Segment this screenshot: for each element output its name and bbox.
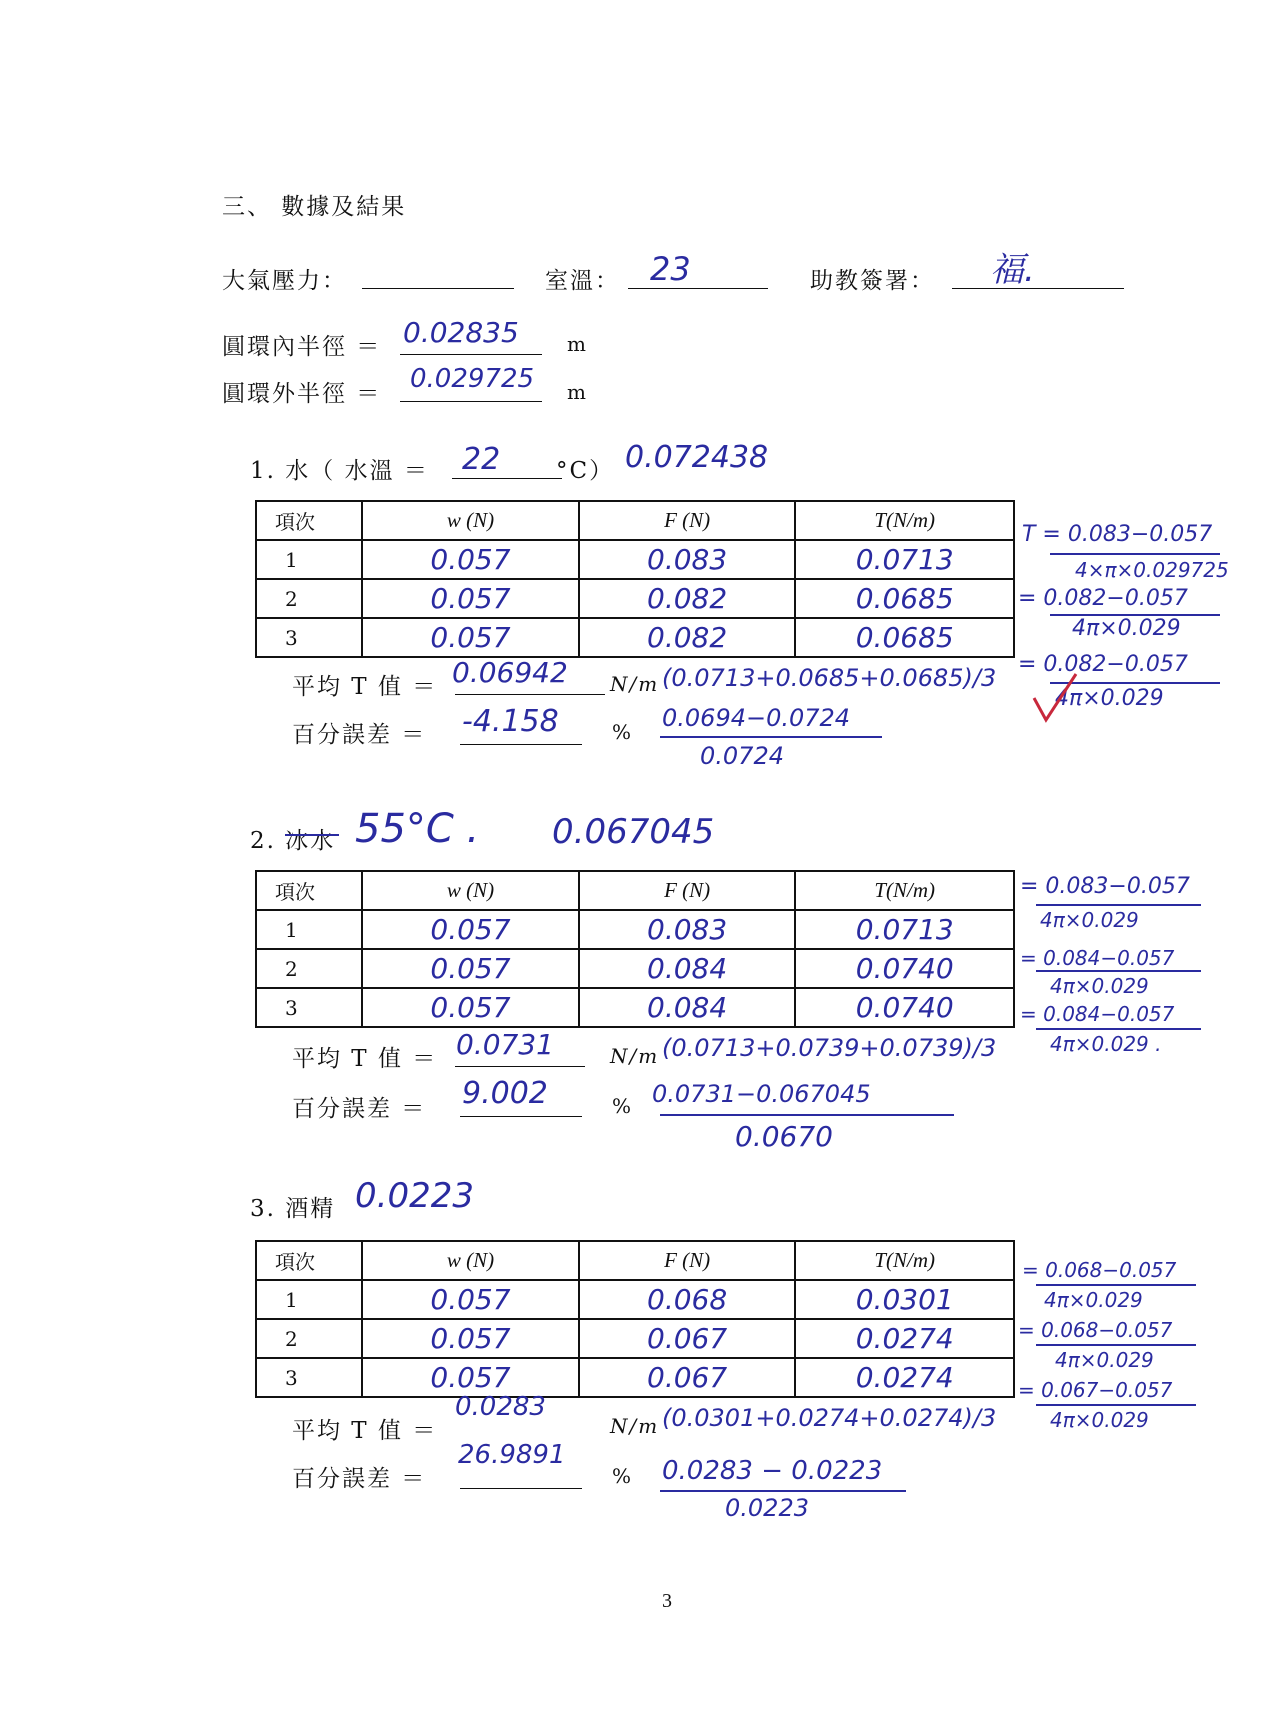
t-value: 0.0713 bbox=[855, 913, 954, 946]
w-value: 0.057 bbox=[430, 1322, 511, 1355]
water-avg-value: 0.06942 bbox=[452, 656, 568, 689]
alcohol-err-blank bbox=[460, 1488, 582, 1489]
water-err-fraction-bar bbox=[660, 736, 882, 738]
alcohol-side-bar-3 bbox=[1036, 1404, 1196, 1406]
outer-radius-unit: m bbox=[567, 380, 588, 404]
alcohol-title: 3. 酒精 bbox=[250, 1196, 336, 1222]
water-side-calc-5: = 0.082−0.057 bbox=[1018, 652, 1188, 677]
row-index: 2 bbox=[256, 579, 362, 618]
col-w-header: w (N) bbox=[362, 1241, 579, 1280]
col-item-header: 項次 bbox=[256, 501, 362, 540]
ice-side-bar-3 bbox=[1036, 1028, 1201, 1030]
page-number: 3 bbox=[662, 1590, 672, 1612]
alcohol-avg-calc: (0.0301+0.0274+0.0274)/3 bbox=[662, 1404, 997, 1432]
alcohol-err-numerator: 0.0283 − 0.0223 bbox=[662, 1456, 883, 1486]
alcohol-avg-value: 0.0283 bbox=[455, 1392, 546, 1422]
ice-err-numerator: 0.0731−0.067045 bbox=[652, 1080, 871, 1108]
outer-radius-value: 0.029725 bbox=[410, 364, 535, 394]
water-avg-blank bbox=[455, 694, 605, 695]
t-value: 0.0713 bbox=[855, 543, 954, 576]
water-title-tail: °C） bbox=[556, 458, 615, 484]
ice-avg-value: 0.0731 bbox=[456, 1028, 554, 1061]
col-w-header: w (N) bbox=[362, 501, 579, 540]
pressure-label: 大氣壓力： bbox=[222, 268, 347, 294]
col-t-header: T(N/m) bbox=[795, 501, 1014, 540]
f-value: 0.068 bbox=[647, 1283, 728, 1316]
water-err-numerator: 0.0694−0.0724 bbox=[662, 704, 851, 732]
alcohol-side-calc-1: = 0.068−0.057 bbox=[1022, 1258, 1177, 1282]
ice-err-blank bbox=[460, 1116, 582, 1117]
f-value: 0.084 bbox=[647, 952, 728, 985]
ice-avg-label: 平均 T 值 ＝ bbox=[292, 1046, 438, 1072]
alcohol-side-calc-5: = 0.067−0.057 bbox=[1018, 1378, 1173, 1402]
table-row bbox=[256, 579, 1014, 618]
row-index: 2 bbox=[256, 1319, 362, 1358]
w-value: 0.057 bbox=[430, 543, 511, 576]
w-value: 0.057 bbox=[430, 1361, 511, 1394]
ice-side-calc-6: 4π×0.029 . bbox=[1050, 1032, 1162, 1056]
room-temp-value: 23 bbox=[650, 250, 691, 288]
table-row bbox=[256, 1280, 1014, 1319]
table-row bbox=[256, 1319, 1014, 1358]
water-title: 1. 水（ 水溫 ＝ bbox=[250, 458, 429, 484]
alcohol-err-fraction-bar bbox=[660, 1490, 906, 1492]
alcohol-avg-label: 平均 T 值 ＝ bbox=[292, 1418, 438, 1444]
water-side-bar-1 bbox=[1050, 553, 1220, 555]
t-value: 0.0740 bbox=[855, 952, 954, 985]
col-item-header: 項次 bbox=[256, 871, 362, 910]
section-heading: 三、 數據及結果 bbox=[222, 194, 407, 220]
w-value: 0.057 bbox=[430, 621, 511, 654]
f-value: 0.083 bbox=[647, 913, 728, 946]
ice-side-calc-4: 4π×0.029 bbox=[1050, 974, 1149, 998]
col-item-header: 項次 bbox=[256, 1241, 362, 1280]
water-err-unit: % bbox=[612, 720, 634, 744]
alcohol-side-bar-2 bbox=[1036, 1344, 1196, 1346]
row-index: 3 bbox=[256, 1358, 362, 1397]
row-index: 2 bbox=[256, 949, 362, 988]
alcohol-err-label: 百分誤差 ＝ bbox=[292, 1466, 427, 1492]
ice-side-calc-5: = 0.084−0.057 bbox=[1020, 1002, 1175, 1026]
water-err-value: -4.158 bbox=[462, 704, 559, 739]
alcohol-table bbox=[255, 1240, 1015, 1398]
alcohol-err-value: 26.9891 bbox=[458, 1440, 566, 1470]
inner-radius-blank bbox=[400, 354, 542, 355]
f-value: 0.082 bbox=[647, 621, 728, 654]
ice-water-table bbox=[255, 870, 1015, 1028]
table-row bbox=[256, 988, 1014, 1027]
alcohol-side-bar-1 bbox=[1036, 1284, 1196, 1286]
ice-avg-unit: N/m bbox=[610, 1044, 660, 1068]
table-row bbox=[256, 949, 1014, 988]
ta-sign-blank bbox=[952, 288, 1124, 289]
outer-radius-label-text: 圓環外半徑 ＝ bbox=[222, 381, 382, 407]
alcohol-avg-unit: N/m bbox=[610, 1414, 660, 1438]
table-row bbox=[256, 910, 1014, 949]
ice-side-calc-2: 4π×0.029 bbox=[1040, 908, 1139, 932]
water-err-label: 百分誤差 ＝ bbox=[292, 722, 427, 748]
col-w-header: w (N) bbox=[362, 871, 579, 910]
f-value: 0.067 bbox=[647, 1322, 728, 1355]
ice-strikethrough bbox=[285, 834, 339, 836]
inner-radius-value: 0.02835 bbox=[403, 316, 519, 349]
w-value: 0.057 bbox=[430, 991, 511, 1024]
w-value: 0.057 bbox=[430, 952, 511, 985]
room-temp-blank bbox=[628, 288, 768, 289]
t-value: 0.0685 bbox=[855, 582, 954, 615]
alcohol-side-calc-3: = 0.068−0.057 bbox=[1018, 1318, 1173, 1342]
table-row bbox=[256, 540, 1014, 579]
ice-water-title: 2. 冰水 bbox=[250, 828, 336, 854]
ice-side-bar-1 bbox=[1036, 904, 1201, 906]
water-avg-unit: N/m bbox=[610, 672, 660, 696]
f-value: 0.084 bbox=[647, 991, 728, 1024]
water-side-calc-2: 4×π×0.029725 bbox=[1075, 558, 1229, 582]
col-t-header: T(N/m) bbox=[795, 1241, 1014, 1280]
water-side-calc-6: 4π×0.029 bbox=[1055, 686, 1164, 711]
row-index: 1 bbox=[256, 910, 362, 949]
w-value: 0.057 bbox=[430, 1283, 511, 1316]
pressure-blank bbox=[362, 288, 514, 289]
table-row bbox=[256, 1358, 1014, 1397]
col-f-header: F (N) bbox=[579, 501, 796, 540]
ice-err-fraction-bar bbox=[660, 1114, 954, 1116]
alcohol-reference-value: 0.0223 bbox=[355, 1176, 474, 1216]
t-value: 0.0274 bbox=[855, 1322, 954, 1355]
water-avg-calc: (0.0713+0.0685+0.0685)/3 bbox=[662, 664, 997, 692]
water-err-blank bbox=[460, 744, 582, 745]
outer-radius-blank bbox=[400, 401, 542, 402]
water-table bbox=[255, 500, 1015, 658]
alcohol-side-calc-6: 4π×0.029 bbox=[1050, 1408, 1149, 1432]
water-temp-value: 22 bbox=[462, 442, 501, 477]
col-t-header: T(N/m) bbox=[795, 871, 1014, 910]
ice-err-value: 9.002 bbox=[462, 1076, 548, 1111]
water-err-denominator: 0.0724 bbox=[700, 742, 784, 770]
room-temp-label: 室溫： bbox=[545, 268, 620, 294]
alcohol-side-calc-2: 4π×0.029 bbox=[1044, 1288, 1143, 1312]
ice-avg-blank bbox=[455, 1066, 585, 1067]
row-index: 3 bbox=[256, 988, 362, 1027]
t-value: 0.0274 bbox=[855, 1361, 954, 1394]
inner-radius-label: 圓環內半徑 ＝ bbox=[222, 334, 382, 360]
ta-signature: 福. bbox=[990, 250, 1035, 290]
col-f-header: F (N) bbox=[579, 1241, 796, 1280]
ice-side-calc-1: = 0.083−0.057 bbox=[1020, 874, 1190, 899]
f-value: 0.082 bbox=[647, 582, 728, 615]
ice-side-calc-3: = 0.084−0.057 bbox=[1020, 946, 1175, 970]
water-avg-label: 平均 T 值 ＝ bbox=[292, 674, 438, 700]
water-side-calc-1: T = 0.083−0.057 bbox=[1022, 522, 1213, 547]
ice-err-denominator: 0.0670 bbox=[735, 1120, 833, 1153]
inner-radius-unit: m bbox=[567, 332, 588, 356]
alcohol-side-calc-4: 4π×0.029 bbox=[1055, 1348, 1154, 1372]
f-value: 0.083 bbox=[647, 543, 728, 576]
t-value: 0.0301 bbox=[855, 1283, 954, 1316]
w-value: 0.057 bbox=[430, 582, 511, 615]
ta-sign-label: 助教簽署： bbox=[810, 268, 935, 294]
table-row bbox=[256, 618, 1014, 657]
row-index: 1 bbox=[256, 540, 362, 579]
water-temp-blank bbox=[452, 478, 562, 479]
water-reference-value: 0.072438 bbox=[625, 440, 769, 475]
ice-side-bar-2 bbox=[1036, 970, 1201, 972]
col-f-header: F (N) bbox=[579, 871, 796, 910]
t-value: 0.0740 bbox=[855, 991, 954, 1024]
alcohol-err-unit: % bbox=[612, 1464, 634, 1488]
t-value: 0.0685 bbox=[855, 621, 954, 654]
alcohol-err-denominator: 0.0223 bbox=[725, 1494, 809, 1522]
ice-water-temp: 55°C . bbox=[355, 806, 480, 852]
water-side-calc-3: = 0.082−0.057 bbox=[1018, 586, 1188, 611]
check-mark-icon bbox=[1030, 670, 1080, 726]
ice-water-reference-value: 0.067045 bbox=[552, 812, 715, 852]
ice-avg-calc: (0.0713+0.0739+0.0739)/3 bbox=[662, 1034, 997, 1062]
water-side-calc-4: 4π×0.029 bbox=[1072, 616, 1181, 641]
row-index: 1 bbox=[256, 1280, 362, 1319]
f-value: 0.067 bbox=[647, 1361, 728, 1394]
ice-err-label: 百分誤差 ＝ bbox=[292, 1096, 427, 1122]
ice-err-unit: % bbox=[612, 1094, 634, 1118]
w-value: 0.057 bbox=[430, 913, 511, 946]
row-index: 3 bbox=[256, 618, 362, 657]
